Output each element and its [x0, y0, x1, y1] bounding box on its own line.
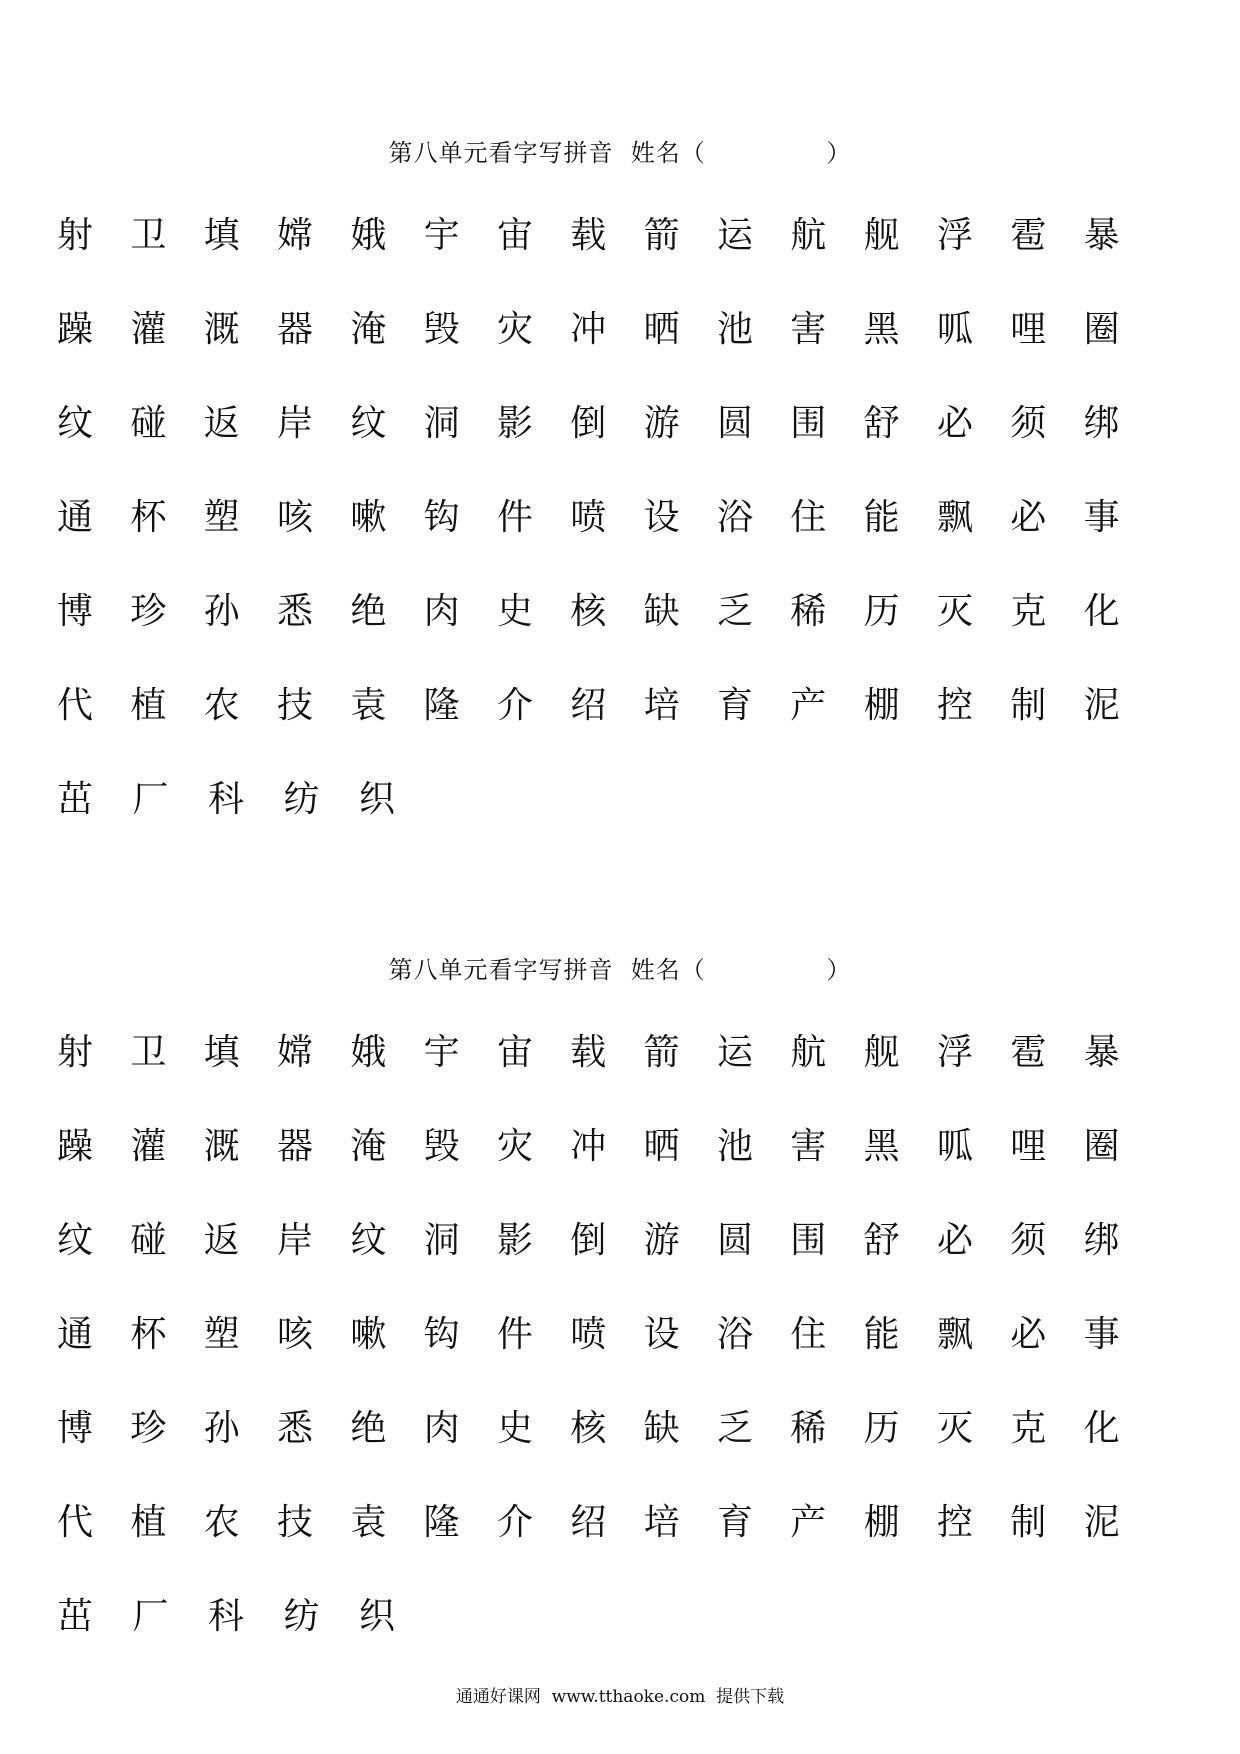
character-cell: 晒: [643, 309, 680, 350]
character-cell: 射: [57, 215, 94, 256]
character-cell: 织: [359, 1596, 396, 1637]
character-cell: 缺: [643, 1408, 680, 1449]
character-cell: 冲: [570, 1126, 607, 1167]
character-cell: 介: [496, 685, 533, 726]
character-cell: 绝: [350, 1408, 387, 1449]
character-cell: 厂: [132, 1596, 169, 1637]
title-text: 第八单元看字写拼音: [388, 139, 614, 167]
character-cell: 嗽: [350, 1314, 387, 1355]
character-cell: 喷: [570, 1314, 607, 1355]
character-cell: 科: [208, 1596, 245, 1637]
character-cell: 杯: [130, 497, 167, 538]
character-cell: 悉: [276, 1408, 313, 1449]
character-cell: 纹: [350, 1220, 387, 1261]
character-cell: 历: [863, 1408, 900, 1449]
character-row: [57, 401, 1157, 495]
character-cell: 纺: [283, 779, 320, 820]
character-cell: 培: [643, 1502, 680, 1543]
character-cell: 核: [570, 591, 607, 632]
character-cell: 历: [863, 591, 900, 632]
character-cell: 箭: [643, 215, 680, 256]
character-grid: [57, 213, 1157, 871]
name-label: 姓名（: [630, 956, 706, 984]
character-cell: 碰: [130, 1220, 167, 1261]
character-cell: 舒: [863, 403, 900, 444]
character-cell: 器: [276, 1126, 313, 1167]
character-cell: 泥: [1083, 1502, 1120, 1543]
character-cell: 倒: [570, 403, 607, 444]
character-cell: 纺: [283, 1596, 320, 1637]
character-cell: 溉: [203, 1126, 240, 1167]
character-cell: 厂: [132, 779, 169, 820]
character-cell: 冲: [570, 309, 607, 350]
character-cell: 射: [57, 1032, 94, 1073]
character-cell: 晒: [643, 1126, 680, 1167]
character-cell: 博: [57, 591, 94, 632]
character-cell: 绝: [350, 591, 387, 632]
character-cell: 舒: [863, 1220, 900, 1261]
character-cell: 乏: [716, 591, 753, 632]
character-cell: 介: [496, 1502, 533, 1543]
character-cell: 塑: [203, 497, 240, 538]
character-cell: 娥: [350, 1032, 387, 1073]
character-cell: 运: [716, 215, 753, 256]
character-cell: 箭: [643, 1032, 680, 1073]
character-cell: 卫: [130, 215, 167, 256]
character-cell: 控: [936, 1502, 973, 1543]
character-cell: 茁: [57, 779, 94, 820]
page-footer: [0, 1682, 1240, 1707]
name-label: 姓名（: [630, 139, 706, 167]
character-cell: 飘: [936, 1314, 973, 1355]
character-cell: 钩: [423, 497, 460, 538]
name-close: ）: [826, 139, 852, 167]
name-close: ）: [826, 956, 852, 984]
character-cell: 悉: [276, 591, 313, 632]
character-cell: 住: [790, 497, 827, 538]
character-cell: 绑: [1083, 403, 1120, 444]
character-grid: [57, 1030, 1157, 1688]
character-cell: 件: [496, 497, 533, 538]
character-cell: 孙: [203, 1408, 240, 1449]
character-cell: 技: [276, 685, 313, 726]
character-cell: 躁: [57, 309, 94, 350]
title-text: 第八单元看字写拼音: [388, 956, 614, 984]
character-cell: 稀: [790, 1408, 827, 1449]
character-cell: 住: [790, 1314, 827, 1355]
worksheet-title: [0, 950, 1240, 985]
character-cell: 毁: [423, 1126, 460, 1167]
character-cell: 圆: [716, 1220, 753, 1261]
character-cell: 飘: [936, 497, 973, 538]
character-cell: 史: [496, 1408, 533, 1449]
character-cell: 宙: [496, 215, 533, 256]
character-cell: 影: [496, 403, 533, 444]
character-cell: 碰: [130, 403, 167, 444]
character-cell: 孙: [203, 591, 240, 632]
character-cell: 农: [203, 685, 240, 726]
character-cell: 围: [790, 1220, 827, 1261]
character-row: [57, 495, 1157, 589]
character-cell: 缺: [643, 591, 680, 632]
character-cell: 池: [716, 309, 753, 350]
character-cell: 圈: [1083, 309, 1120, 350]
character-cell: 雹: [1010, 1032, 1047, 1073]
character-cell: 珍: [130, 591, 167, 632]
character-cell: 纹: [57, 1220, 94, 1261]
character-cell: 事: [1083, 1314, 1120, 1355]
character-row: [57, 589, 1157, 683]
footer-site-name: 通通好课网: [455, 1687, 541, 1707]
character-cell: 绍: [570, 1502, 607, 1543]
character-cell: 代: [57, 685, 94, 726]
character-cell: 卫: [130, 1032, 167, 1073]
character-cell: 害: [790, 309, 827, 350]
character-cell: 躁: [57, 1126, 94, 1167]
character-row: [57, 683, 1157, 777]
character-cell: 棚: [863, 1502, 900, 1543]
character-cell: 浴: [716, 1314, 753, 1355]
character-cell: 化: [1083, 1408, 1120, 1449]
footer-url[interactable]: www.tthaoke.com: [551, 1687, 706, 1707]
character-cell: 必: [936, 1220, 973, 1261]
character-cell: 池: [716, 1126, 753, 1167]
character-cell: 技: [276, 1502, 313, 1543]
character-row: [57, 1030, 1157, 1124]
character-cell: 浮: [936, 215, 973, 256]
character-row: [57, 1312, 1157, 1406]
character-cell: 舰: [863, 215, 900, 256]
character-cell: 纹: [350, 403, 387, 444]
character-cell: 肉: [423, 1408, 460, 1449]
character-cell: 珍: [130, 1408, 167, 1449]
character-cell: 茁: [57, 1596, 94, 1637]
footer-suffix: 提供下载: [716, 1687, 785, 1707]
character-cell: 通: [57, 1314, 94, 1355]
character-cell: 育: [716, 1502, 753, 1543]
character-cell: 游: [643, 1220, 680, 1261]
character-cell: 淹: [350, 1126, 387, 1167]
character-cell: 必: [936, 403, 973, 444]
character-cell: 稀: [790, 591, 827, 632]
character-cell: 钩: [423, 1314, 460, 1355]
character-row: [57, 1406, 1157, 1500]
character-cell: 灌: [130, 309, 167, 350]
character-cell: 雹: [1010, 215, 1047, 256]
character-cell: 设: [643, 1314, 680, 1355]
character-cell: 代: [57, 1502, 94, 1543]
name-blank: [706, 139, 827, 167]
character-cell: 灾: [496, 309, 533, 350]
character-cell: 隆: [423, 1502, 460, 1543]
character-cell: 博: [57, 1408, 94, 1449]
character-row: [57, 307, 1157, 401]
character-cell: 能: [863, 1314, 900, 1355]
worksheet-title: [0, 133, 1240, 168]
character-cell: 呱: [936, 1126, 973, 1167]
character-cell: 暴: [1083, 215, 1120, 256]
character-cell: 溉: [203, 309, 240, 350]
character-cell: 黑: [863, 1126, 900, 1167]
character-cell: 暴: [1083, 1032, 1120, 1073]
character-cell: 洞: [423, 403, 460, 444]
character-cell: 圆: [716, 403, 753, 444]
character-cell: 必: [1010, 1314, 1047, 1355]
character-cell: 植: [130, 1502, 167, 1543]
character-cell: 产: [790, 1502, 827, 1543]
character-cell: 围: [790, 403, 827, 444]
character-cell: 产: [790, 685, 827, 726]
character-cell: 宇: [423, 1032, 460, 1073]
character-cell: 岸: [276, 1220, 313, 1261]
character-cell: 乏: [716, 1408, 753, 1449]
character-row: [57, 777, 1157, 871]
character-row: [57, 1124, 1157, 1218]
character-cell: 填: [203, 215, 240, 256]
character-row: [57, 1500, 1157, 1594]
character-cell: 倒: [570, 1220, 607, 1261]
character-cell: 件: [496, 1314, 533, 1355]
character-cell: 返: [203, 1220, 240, 1261]
character-row: [57, 1594, 1157, 1688]
character-cell: 事: [1083, 497, 1120, 538]
character-cell: 浴: [716, 497, 753, 538]
character-cell: 育: [716, 685, 753, 726]
character-cell: 宇: [423, 215, 460, 256]
character-cell: 能: [863, 497, 900, 538]
character-cell: 喷: [570, 497, 607, 538]
character-cell: 杯: [130, 1314, 167, 1355]
character-cell: 填: [203, 1032, 240, 1073]
character-cell: 嫦: [276, 1032, 313, 1073]
character-cell: 纹: [57, 403, 94, 444]
character-cell: 史: [496, 591, 533, 632]
character-cell: 通: [57, 497, 94, 538]
character-cell: 浮: [936, 1032, 973, 1073]
character-cell: 宙: [496, 1032, 533, 1073]
character-cell: 娥: [350, 215, 387, 256]
character-cell: 害: [790, 1126, 827, 1167]
character-cell: 克: [1010, 591, 1047, 632]
character-cell: 肉: [423, 591, 460, 632]
character-cell: 须: [1010, 403, 1047, 444]
character-cell: 返: [203, 403, 240, 444]
character-row: [57, 1218, 1157, 1312]
character-cell: 嗽: [350, 497, 387, 538]
character-cell: 岸: [276, 403, 313, 444]
name-blank: [706, 956, 827, 984]
character-cell: 呱: [936, 309, 973, 350]
character-cell: 泥: [1083, 685, 1120, 726]
character-cell: 棚: [863, 685, 900, 726]
character-cell: 器: [276, 309, 313, 350]
character-cell: 黑: [863, 309, 900, 350]
character-cell: 运: [716, 1032, 753, 1073]
character-cell: 咳: [276, 1314, 313, 1355]
character-cell: 袁: [350, 685, 387, 726]
character-cell: 舰: [863, 1032, 900, 1073]
character-cell: 航: [790, 215, 827, 256]
character-cell: 绑: [1083, 1220, 1120, 1261]
character-cell: 毁: [423, 309, 460, 350]
character-row: [57, 213, 1157, 307]
character-cell: 灭: [936, 591, 973, 632]
character-cell: 必: [1010, 497, 1047, 538]
character-cell: 灭: [936, 1408, 973, 1449]
character-cell: 科: [208, 779, 245, 820]
character-cell: 圈: [1083, 1126, 1120, 1167]
character-cell: 淹: [350, 309, 387, 350]
character-cell: 制: [1010, 1502, 1047, 1543]
character-cell: 须: [1010, 1220, 1047, 1261]
character-cell: 设: [643, 497, 680, 538]
character-cell: 绍: [570, 685, 607, 726]
character-cell: 培: [643, 685, 680, 726]
character-cell: 克: [1010, 1408, 1047, 1449]
character-cell: 袁: [350, 1502, 387, 1543]
character-cell: 塑: [203, 1314, 240, 1355]
character-cell: 灌: [130, 1126, 167, 1167]
character-cell: 控: [936, 685, 973, 726]
character-cell: 哩: [1010, 309, 1047, 350]
character-cell: 核: [570, 1408, 607, 1449]
character-cell: 载: [570, 215, 607, 256]
character-cell: 载: [570, 1032, 607, 1073]
character-cell: 灾: [496, 1126, 533, 1167]
character-cell: 洞: [423, 1220, 460, 1261]
character-cell: 织: [359, 779, 396, 820]
character-cell: 隆: [423, 685, 460, 726]
character-cell: 植: [130, 685, 167, 726]
character-cell: 哩: [1010, 1126, 1047, 1167]
character-cell: 化: [1083, 591, 1120, 632]
character-cell: 游: [643, 403, 680, 444]
character-cell: 制: [1010, 685, 1047, 726]
character-cell: 咳: [276, 497, 313, 538]
character-cell: 影: [496, 1220, 533, 1261]
character-cell: 农: [203, 1502, 240, 1543]
character-cell: 航: [790, 1032, 827, 1073]
character-cell: 嫦: [276, 215, 313, 256]
